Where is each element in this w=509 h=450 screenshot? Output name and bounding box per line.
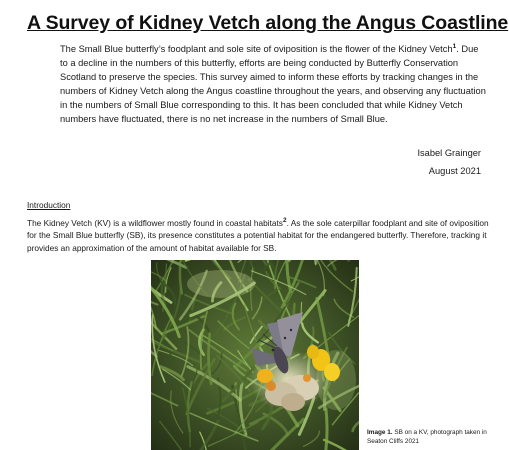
caption-label: Image 1. [367,429,393,436]
introduction-rest: . As the sole caterpillar foodplant and site of oviposition for the Small Blue butterfly (SB), its presence constitutes a potential habitat for the endangered butterfly. Therefore, tracking it provides an approximation of the amount of habitat available for SB. [27,218,489,253]
author-name: Isabel Grainger [417,148,481,158]
footnote-ref-2[interactable]: 2 [282,217,287,225]
footnote-ref-1[interactable]: 1 [452,42,457,50]
abstract [60,42,488,126]
caption-text: SB on a KV, photograph taken in Seaton Cliffs 2021 [367,429,487,445]
butterfly-photo [151,260,359,450]
image-caption [367,428,497,446]
introduction-text: The Kidney Vetch (KV) is a wildflower mostly found in coastal habitats [27,218,283,228]
paper-title: A Survey of Kidney Vetch along the Angus Coastline [27,12,509,34]
abstract-rest: . Due to a decline in the numbers of this butterfly, efforts are being conducted by Butterfly Conservation Scotland to preserve the species. This survey aimed to inform these efforts by tracking changes in the numbers of Kidney Vetch along the Angus coastline throughout the years, and observing any fluctuation in the numbers of Small Blue corresponding to this. It has been concluded that while Kidney Vetch numbers have fluctuated, there is no net increase in the numbers of Small Blue. [60,44,486,124]
abstract-text: The Small Blue butterfly’s foodplant and sole site of oviposition is the flower of the Kidney Vetch [60,44,453,54]
section-heading-introduction: Introduction [27,200,71,210]
publication-date: August 2021 [428,166,481,176]
introduction-paragraph [27,217,492,254]
